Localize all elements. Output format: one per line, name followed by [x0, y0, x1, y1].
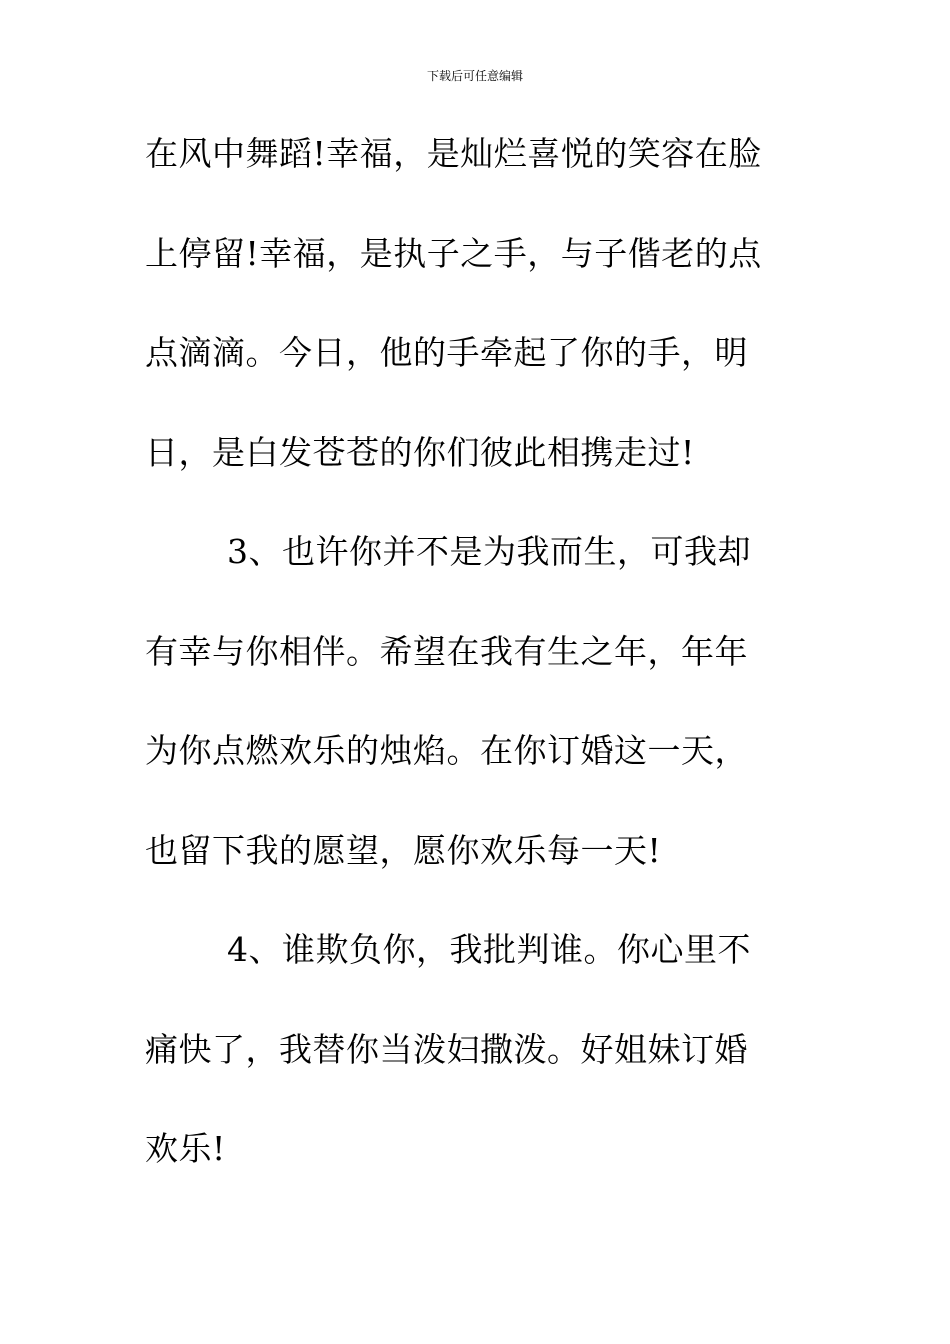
document-body [145, 126, 805, 1221]
text-line: 痛快了，我替你当泼妇撒泼。好姐妹订婚 [145, 1029, 748, 1069]
text-line: 在风中舞蹈!幸福，是灿烂喜悦的笑容在脸 [145, 134, 762, 173]
text-line: 为你点燃欢乐的烛焰。在你订婚这一天， [145, 731, 748, 770]
text-line: 日，是白发苍苍的你们彼此相携走过! [145, 432, 695, 472]
paragraph-start-line: 3、也许你并不是为我而生，可我却 [227, 532, 751, 571]
paragraph-start-line: 4、谁欺负你，我批判谁。你心里不 [227, 930, 751, 969]
text-line: 也留下我的愿望，愿你欢乐每一天! [145, 830, 662, 870]
text-line: 点滴滴。今日，他的手牵起了你的手，明 [145, 333, 748, 372]
text-line: 上停留!幸福，是执子之手，与子偕老的点 [145, 233, 762, 273]
text-line: 欢乐! [145, 1129, 226, 1168]
page-header: 下载后可任意编辑 [426, 69, 523, 83]
text-line: 有幸与你相伴。希望在我有生之年，年年 [145, 631, 748, 671]
